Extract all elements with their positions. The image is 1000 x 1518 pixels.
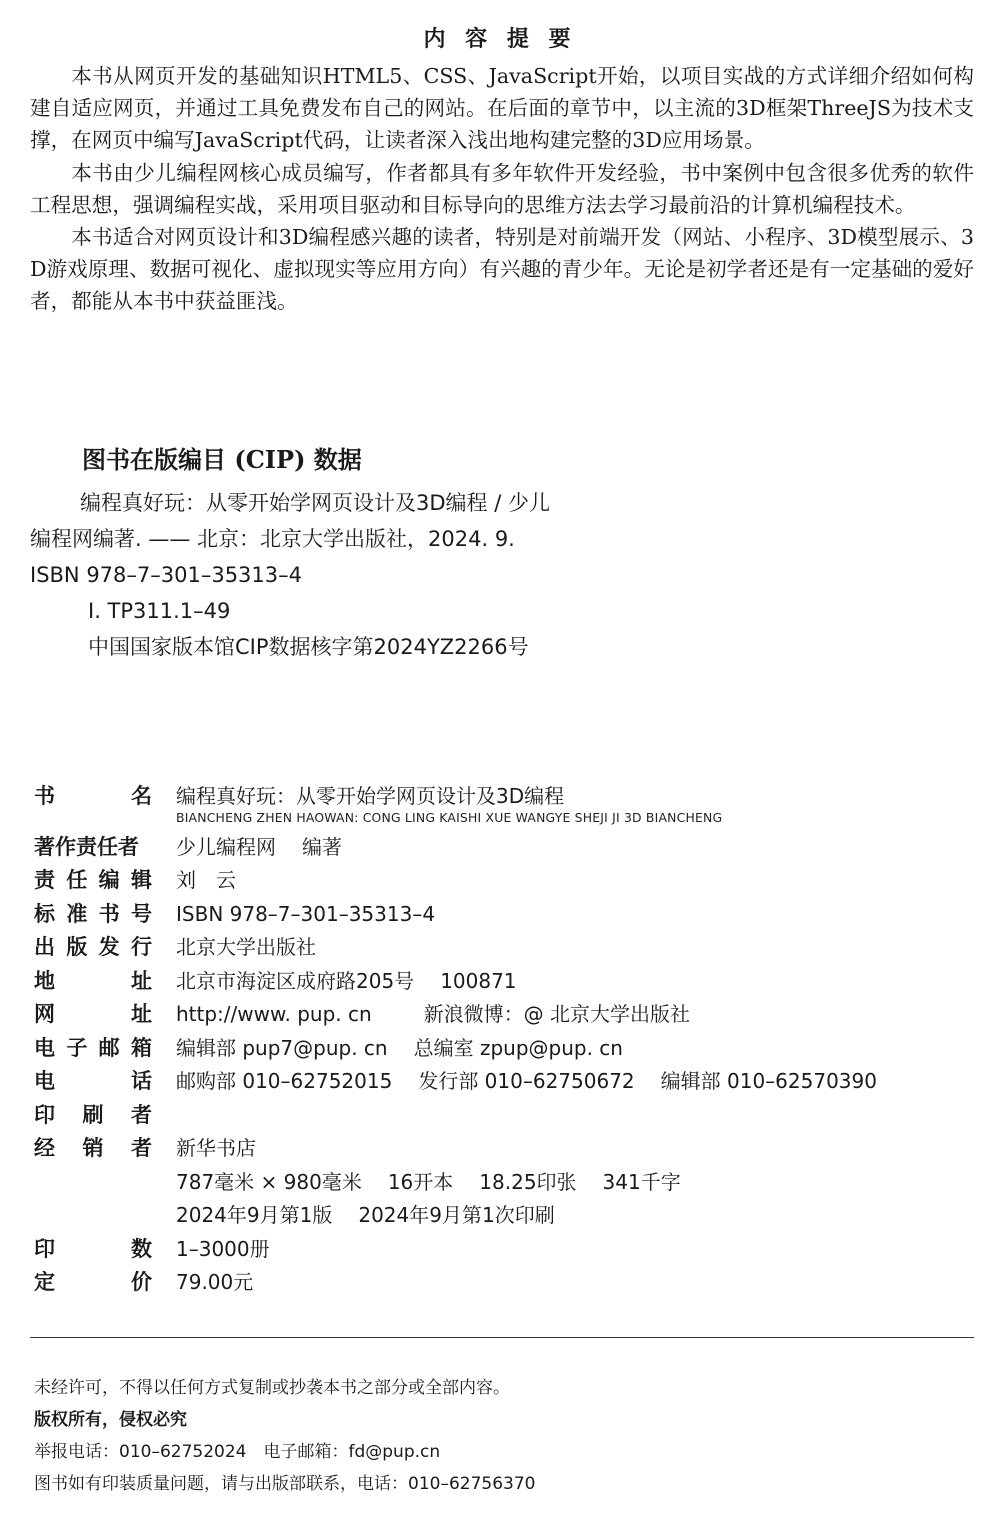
cip-line-4: Ⅰ. TP311.1–49 [88, 599, 231, 623]
summary-paragraph-2: 本书由少儿编程网核心成员编写，作者都具有多年软件开发经验，书中案例中包含很多优秀的软件工程思想，强调编程实战，采用项目驱动和目标导向的思维方法去学习最前沿的计算机编程技术。 [30, 160, 974, 217]
summary-paragraph-1: 本书从网页开发的基础知识HTML5、CSS、JavaScript开始，以项目实战的方式详细介绍如何构建自适应网页，并通过工具免费发布自己的网站。在后面的章节中，以主流的3D框架ThreeJS为技术支撑，在网页中编写JavaScript代码，让读者深入浅出地构建完整的3D应用场景。 [30, 64, 974, 153]
info-row-address [34, 965, 974, 999]
website [176, 998, 690, 1027]
postcode: 100871 [440, 968, 517, 993]
footer-rights: 版权所有，侵权必究 [34, 1410, 187, 1430]
info-row-book-name [34, 780, 974, 814]
book-info-table [34, 780, 974, 1300]
website-url: http://www. pup. cn [176, 1002, 372, 1026]
label-print-count: 印 数 [34, 1236, 152, 1261]
info-row-printer [34, 1099, 974, 1133]
label-isbn: 标 准 书 号 [34, 901, 152, 926]
address: 北京市海淀区成府路205号 100871 [176, 968, 517, 993]
label-book-name: 书 名 [34, 784, 152, 808]
label-author: 著作责任者 [34, 834, 139, 859]
label-editor: 责 任 编 辑 [34, 868, 152, 892]
info-row-phone [34, 1065, 974, 1099]
info-row-publisher [34, 931, 974, 965]
format: 787毫米 × 980毫米 16开本 18.25印张 341千字 [176, 1169, 681, 1194]
label-phone: 电 话 [34, 1069, 152, 1093]
summary-title: 内 容 提 要 [423, 27, 577, 52]
price: 79.00元 [176, 1270, 254, 1294]
summary-paragraph-3: 本书适合对网页设计和3D编程感兴趣的读者，特别是对前端开发（网站、小程序、3D模型展示、3D游戏原理、数据可视化、虚拟现实等应用方向）有兴趣的青少年。无论是初学者还是有一定基础的爱好者，都能从本书中获益匪浅。 [30, 225, 974, 314]
book-name: 编程真好玩：从零开始学网页设计及3D编程 [176, 784, 565, 808]
phone: 邮购部 010–62752015 发行部 010–62750672 编辑部 010–62570390 [176, 1069, 877, 1093]
info-row-price [34, 1266, 974, 1300]
info-row-format [34, 1166, 974, 1200]
editor: 刘 云 [176, 868, 236, 892]
email: 编辑部 pup7@pup. cn 总编室 zpup@pup. cn [176, 1035, 623, 1060]
cip-line-3: ISBN 978–7–301–35313–4 [30, 563, 303, 587]
weibo: 新浪微博：@ 北京大学出版社 [423, 1002, 691, 1026]
label-website: 网 址 [34, 1002, 152, 1026]
info-row-email [34, 1032, 974, 1066]
copyright-footer [34, 1372, 974, 1500]
isbn: ISBN 978–7–301–35313–4 [176, 901, 436, 926]
footer-report: 举报电话：010–62752024 电子邮箱：fd@pup.cn [34, 1442, 441, 1462]
label-publisher: 出 版 发 行 [34, 935, 152, 959]
label-distributor: 经 销 者 [34, 1136, 152, 1160]
cip-title: 图书在版编目 (CIP) 数据 [82, 445, 362, 474]
footer-quality: 图书如有印装质量问题，请与出版部联系，电话：010–62756370 [34, 1474, 536, 1494]
info-row-editor [34, 864, 974, 898]
cip-line-2: 编程网编著. —— 北京：北京大学出版社，2024. 9. [30, 527, 515, 551]
label-printer: 印 刷 者 [34, 1102, 152, 1127]
info-row-author [34, 831, 974, 865]
divider-rule [30, 1337, 974, 1338]
info-row-distributor [34, 1132, 974, 1166]
footer-notice: 未经许可，不得以任何方式复制或抄袭本书之部分或全部内容。 [34, 1378, 510, 1398]
distributor: 新华书店 [176, 1136, 256, 1160]
label-price: 定 价 [34, 1270, 152, 1294]
cip-line-1: 编程真好玩：从零开始学网页设计及3D编程 / 少儿 [80, 491, 550, 515]
publisher: 北京大学出版社 [176, 935, 316, 959]
label-email: 电 子 邮 箱 [34, 1035, 152, 1060]
cip-line-5: 中国国家版本馆CIP数据核字第2024YZ2266号 [88, 635, 529, 659]
info-row-edition [34, 1199, 974, 1233]
author: 少儿编程网 编著 [176, 834, 342, 859]
info-row-print-count [34, 1233, 974, 1267]
info-row-website [34, 998, 974, 1032]
info-row-isbn [34, 898, 974, 932]
print-count: 1–3000册 [176, 1236, 270, 1261]
edition: 2024年9月第1版 2024年9月第1次印刷 [176, 1203, 555, 1227]
summary-body [30, 60, 974, 318]
label-address: 地 址 [34, 968, 152, 993]
book-pinyin: BIANCHENG ZHEN HAOWAN: CONG LING KAISHI XUE WANGYE SHEJI JI 3D BIANCHENG [176, 809, 723, 825]
cip-block [30, 440, 974, 665]
